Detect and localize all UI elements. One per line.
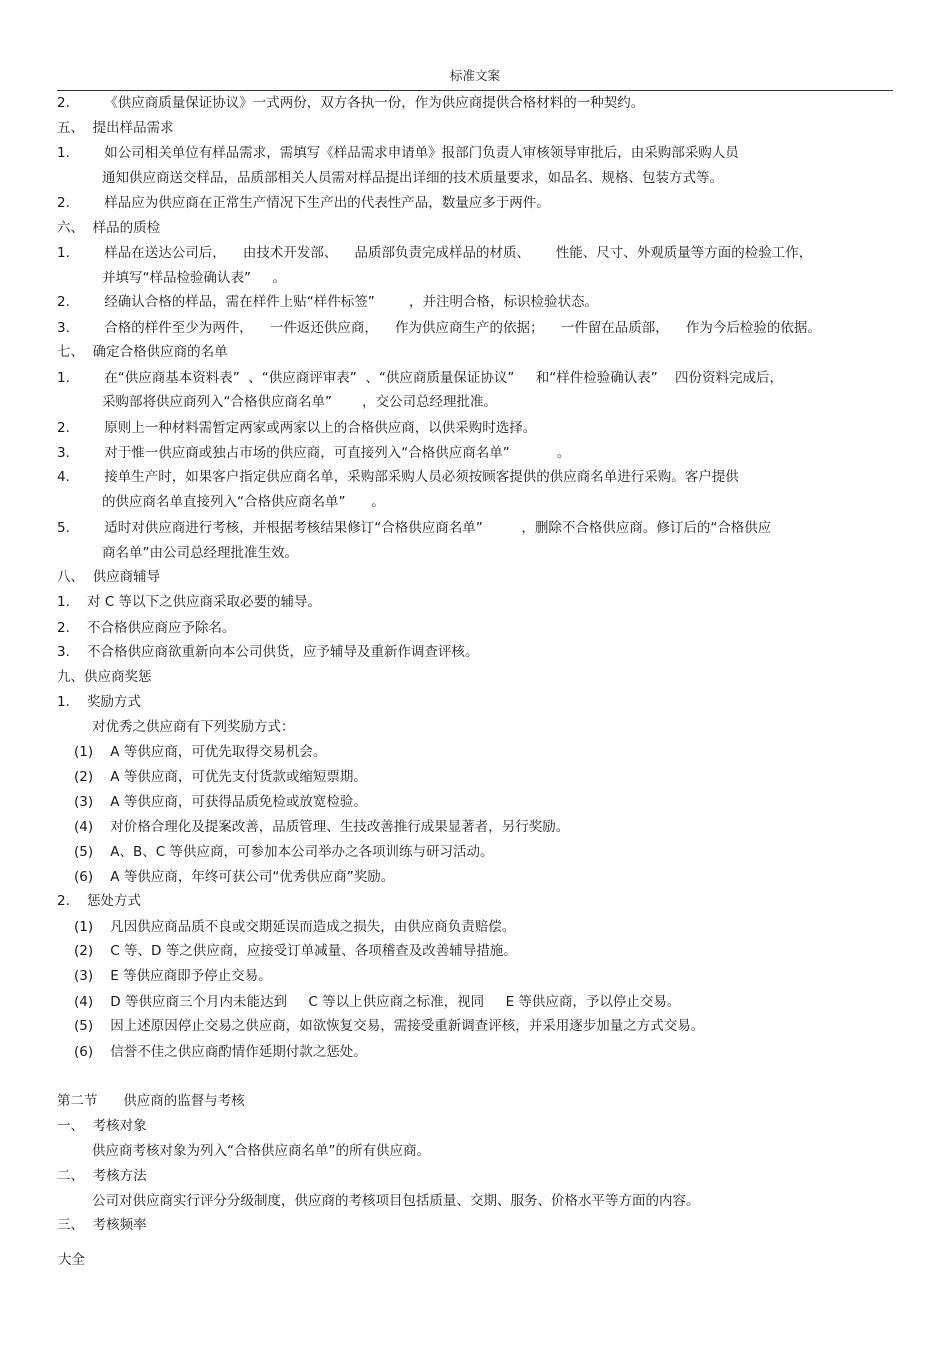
list-item: (1) 凡因供应商品质不良或交期延误而造成之损失，由供应商负责赔偿。 [74, 919, 516, 935]
list-item: (3) E 等供应商即予停止交易。 [74, 968, 272, 984]
text-line: 1. 样品在送达公司后， 由技术开发部、 品质部负责完成样品的材质、 性能、尺寸、外观质量等方面的检验工作， [57, 245, 813, 261]
text-line: 3. 对于惟一供应商或独占市场的供应商，可直接列入“合格供应商名单” 。 [57, 445, 571, 461]
section-heading: 八、 供应商辅导 [57, 569, 161, 585]
section-heading: 三、 考核频率 [57, 1217, 147, 1233]
text-line: 1. 在“供应商基本资料表” 、“供应商评审表” 、“供应商质量保证协议” 和“样件检验确认表” 四份资料完成后， [57, 370, 783, 386]
section-heading: 六、 样品的质检 [57, 220, 161, 236]
list-item: (6) A 等供应商，年终可获公司“优秀供应商”奖励。 [74, 869, 395, 885]
text-line: 公司对供应商实行评分分级制度，供应商的考核项目包括质量、交期、服务、价格水平等方面的内容。 [92, 1193, 700, 1209]
text-line: 通知供应商送交样品，品质部相关人员需对样品提出详细的技术质量要求，如品名、规格、包装方式等。 [102, 170, 723, 186]
list-item: (5) 因上述原因停止交易之供应商，如欲恢复交易，需接受重新调查评核，并采用逐步加量之方式交易。 [74, 1018, 705, 1034]
section-heading: 二、 考核方法 [57, 1168, 147, 1184]
section-heading: 五、 提出样品需求 [57, 120, 174, 136]
section-heading: 一、 考核对象 [57, 1118, 147, 1134]
text-line: 的供应商名单直接列入“合格供应商名单” 。 [102, 494, 385, 510]
list-item: (2) A 等供应商，可优先支付货款或缩短票期。 [74, 769, 367, 785]
text-line: 2. 原则上一种材料需暂定两家或两家以上的合格供应商，以供采购时选择。 [57, 420, 537, 436]
page-header: 标准文案 [449, 68, 500, 83]
list-item: (2) C 等、D 等之供应商，应接受订单减量、各项稽查及改善辅导措施。 [74, 943, 517, 959]
list-item: (4) 对价格合理化及提案改善，品质管理、生技改善推行成果显著者，另行奖励。 [74, 819, 570, 835]
list-item: (1) A 等供应商，可优先取得交易机会。 [74, 744, 327, 760]
text-line: 4. 接单生产时，如果客户指定供应商名单，采购部采购人员必须按顾客提供的供应商名单进行采购。客户提供 [57, 469, 739, 485]
text-line: 商名单”由公司总经理批准生效。 [102, 545, 298, 561]
text-line: 3. 不合格供应商欲重新向本公司供货，应予辅导及重新作调查评核。 [57, 644, 479, 660]
text-line: 5. 适时对供应商进行考核，并根据考核结果修订“合格供应商名单” ，删除不合格供应商。修订后的“合格供应 [57, 520, 772, 536]
subsection-heading: 2. 惩处方式 [57, 893, 142, 909]
text-line: 采购部将供应商列入“合格供应商名单” ，交公司总经理批准。 [102, 394, 498, 410]
list-item: (6) 信誉不佳之供应商酌情作延期付款之惩处。 [74, 1044, 367, 1060]
chapter-heading: 第二节 供应商的监督与考核 [57, 1093, 245, 1109]
text-line: 1. 对 C 等以下之供应商采取必要的辅导。 [57, 594, 322, 610]
text-line: 并填写“样品检验确认表” 。 [102, 270, 286, 286]
text-line: 3. 合格的样件至少为两件， 一件返还供应商， 作为供应商生产的依据； 一件留在品质部， 作为今后检验的依据。 [57, 320, 821, 336]
text-line: 对优秀之供应商有下列奖励方式： [92, 719, 295, 735]
section-heading: 七、 确定合格供应商的名单 [57, 344, 228, 360]
text-line: 2. 样品应为供应商在正常生产情况下生产出的代表性产品，数量应多于两件。 [57, 195, 550, 211]
section-heading: 九、供应商奖惩 [57, 669, 152, 685]
text-line: 1. 如公司相关单位有样品需求，需填写《样品需求申请单》报部门负责人审核领导审批后，由采购部采购人员 [57, 145, 739, 161]
list-item: (5) A、B、C 等供应商，可参加本公司举办之各项训练与研习活动。 [74, 844, 494, 860]
list-item: (4) D 等供应商三个月内未能达到 C 等以上供应商之标准，视同 E 等供应商，予以停止交易。 [74, 994, 681, 1010]
text-line: 供应商考核对象为列入“合格供应商名单”的所有供应商。 [92, 1143, 430, 1159]
page-footer: 大全 [58, 1252, 85, 1268]
text-line: 2. 不合格供应商应予除名。 [57, 620, 236, 636]
text-line: 2. 经确认合格的样品，需在样件上贴“样件标签” ，并注明合格，标识检验状态。 [57, 294, 599, 310]
subsection-heading: 1. 奖励方式 [57, 694, 142, 710]
text-line: 2. 《供应商质量保证协议》一式两份，双方各执一份，作为供应商提供合格材料的一种契约。 [57, 95, 645, 111]
header-divider [57, 90, 893, 91]
list-item: (3) A 等供应商，可获得品质免检或放宽检验。 [74, 794, 367, 810]
